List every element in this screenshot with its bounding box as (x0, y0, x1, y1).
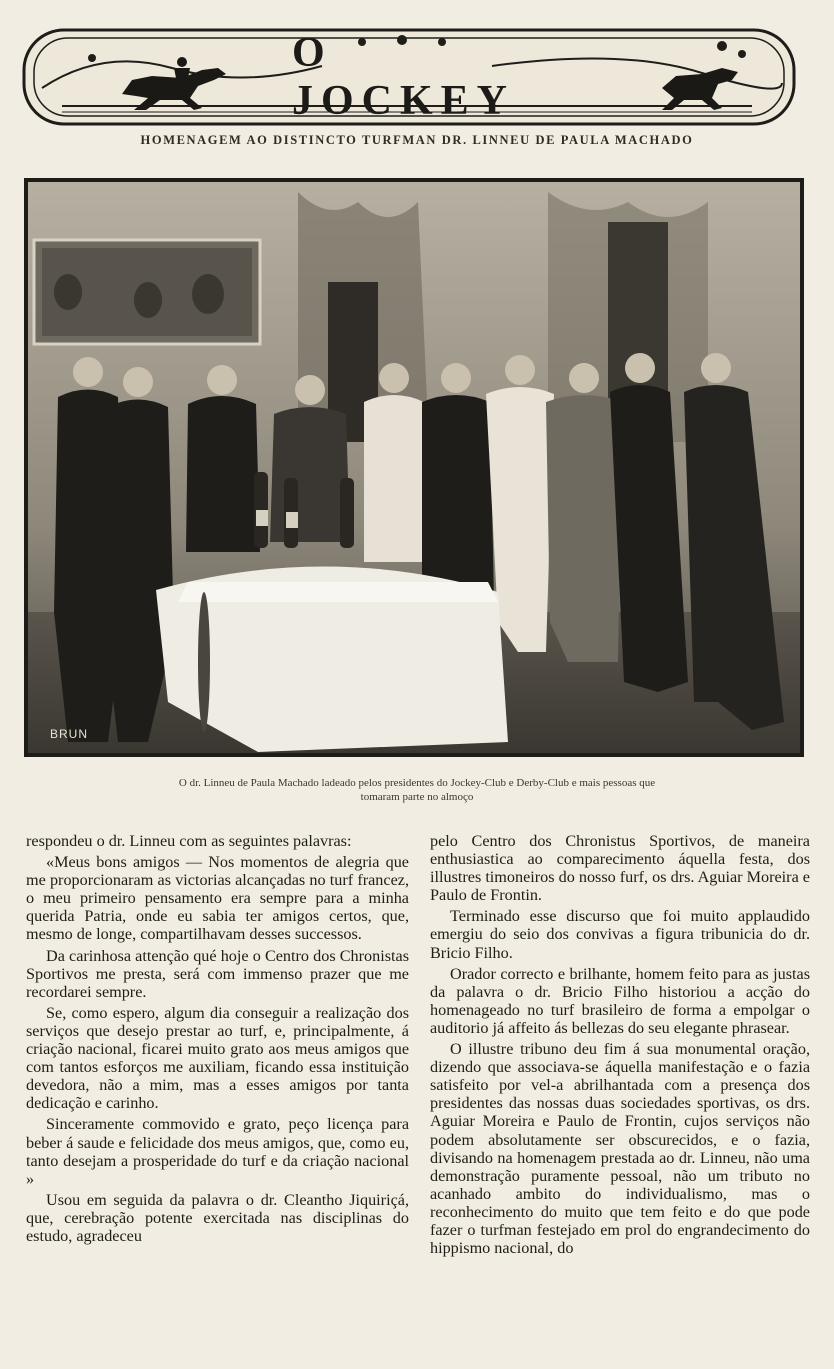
article-paragraph: Terminado esse discurso que foi muito applaudido emergiu do seio dos convivas a figura tribunicia do dr. Bricio Filho. (430, 907, 810, 962)
wall-mirror (34, 240, 260, 344)
article-paragraph: pelo Centro dos Chronistus Sportivos, de maneira enthusiastica ao comparecimento áquella festa, dos illustres timoneiros do nosso furf, os drs. Aguiar Moreira e Paulo de Frontin. (430, 832, 810, 905)
masthead (22, 28, 796, 126)
article-column-right (430, 832, 810, 1257)
photo-caption (70, 776, 764, 804)
article-paragraph: «Meus bons amigos — Nos momentos de alegria que me proporcionaram as victorias alcançadas no turf francez, o meu primeiro pensamento era sempre para a minha querida Patria, onde eu sabia ter amigos certos, que, mesmo de longe, compartilhavam desses successos. (26, 853, 409, 944)
article-paragraph: Usou em seguida da palavra o dr. Cleantho Jiquiriçá, que, cerebração potente exercitada nas disciplinas do estudo, agradeceu (26, 1190, 409, 1245)
article-paragraph: Da carinhosa attenção qué hoje o Centro dos Chronistas Sportivos me presta, será com immenso prazer que me recordarei sempre. (26, 946, 409, 1001)
photo-signature: BRUN (50, 727, 89, 741)
article-paragraph: respondeu o dr. Linneu com as seguintes palavras: (26, 832, 352, 850)
article-paragraph: Orador correcto e brilhante, homem feito para as justas da palavra o dr. Bricio Filho historiou a acção do homenageado no turf brasileiro de forma a empolgar o auditorio já affeito ás bellezas do seu elegante phrasear. (430, 964, 810, 1037)
masthead-title: O JOCKEY (292, 30, 516, 124)
caption-line-2: tomaram parte no almoço (360, 791, 474, 803)
caption-line-1: O dr. Linneu de Paula Machado ladeado pelos presidentes do Jockey-Club e Derby-Club e mais pessoas que (178, 777, 656, 789)
article-paragraph: Sinceramente commovido e grato, peço licença para beber á saude e felicidade dos meus amigos, que, como eu, tanto desejam a prosperidade do turf e da criação nacional » (26, 1115, 409, 1188)
article-paragraph: O illustre tribuno deu fim á sua monumental oração, dizendo que associava-se áquella manifestação e o fazia satisfeito por vel-a abrilhantada com a presença dos presidentes das nossas duas sociedades sportivas, os drs. Aguiar Moreira e Paulo de Frontin, cujos serviços não podem absolutamente ser obscurecidos, e o fazia, divisando na homenagem prestada ao dr. Linneu, não uma demonstração puramente pessoal, não um tributo no acanhado ambito do individualismo, mas o reconhecimento do muito que tem feito e do que pode fazer o turfman festejado em prol do engrandecimento do hippismo nacional, do (430, 1040, 810, 1258)
article-paragraph: Se, como espero, algum dia conseguir a realização dos serviços que desejo prestar ao turf, e, principalmente, á criação nacional, ficarei muito grato aos meus amigos que com tantos esforços me auxiliam, ficando essa instituição devedora, não a mim, mas a esses amigos por tanta dedicação e carinho. (26, 1003, 409, 1113)
group-photo (24, 178, 804, 757)
article-column-left (26, 832, 409, 1245)
article-headline: HOMENAGEM AO DISTINCTO TURFMAN DR. LINNEU DE PAULA MACHADO (140, 133, 694, 147)
